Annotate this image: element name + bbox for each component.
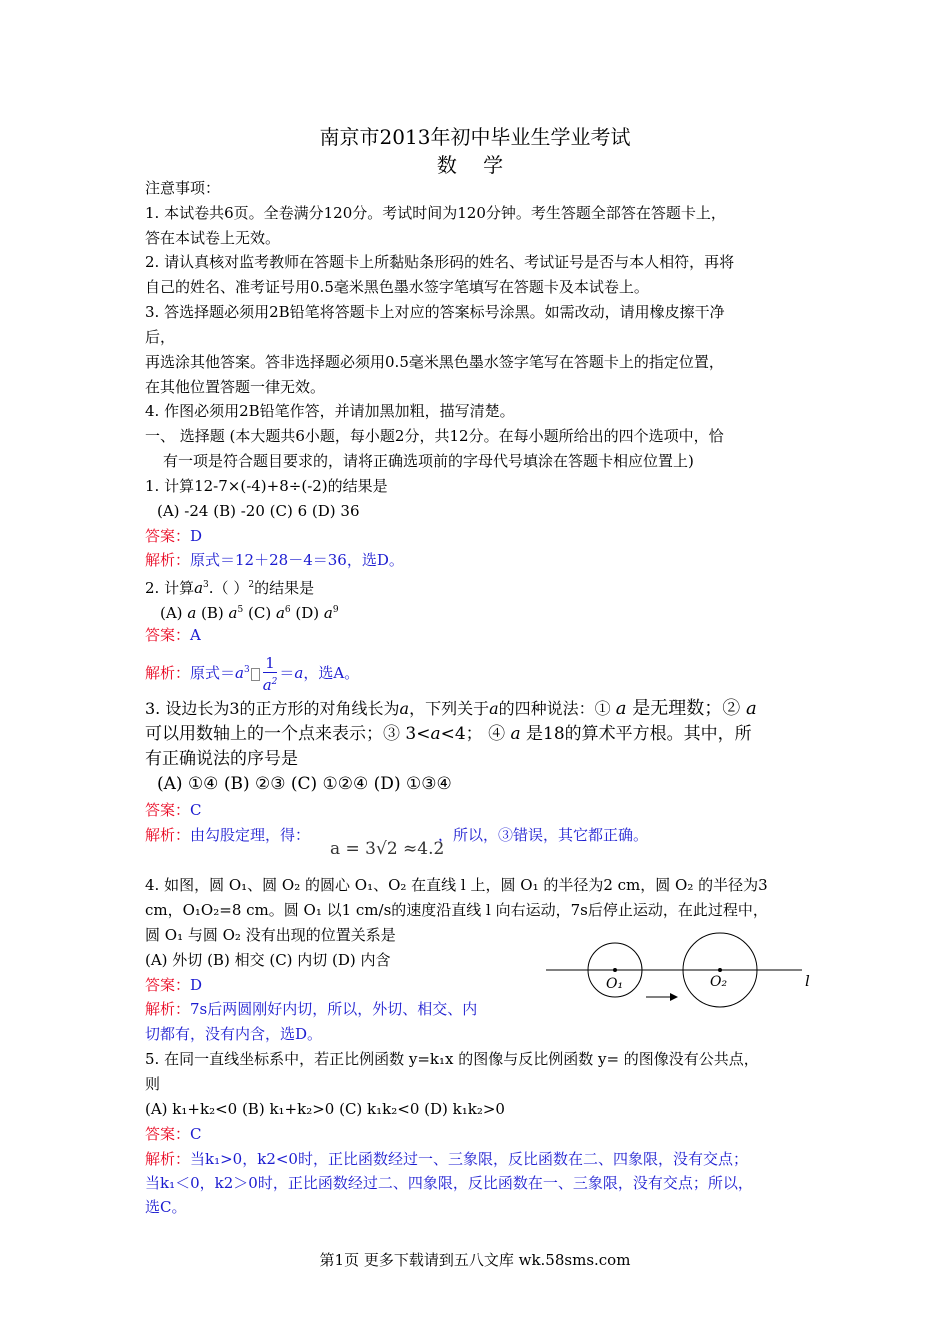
q5-analysis-c: 选C。 <box>145 1198 187 1216</box>
analysis-result: a <box>294 664 304 682</box>
q3-var: a <box>399 699 410 718</box>
exam-title: 南京市2013年初中毕业生学业考试 <box>319 125 631 149</box>
label-o1: O₁ <box>606 976 624 992</box>
q1-stem: 1. 计算12-7×(-4)+8÷(-2)的结果是 <box>145 477 388 495</box>
q3-stem-a: 3. 设边长为3的正方形的对角线长为 <box>145 699 400 718</box>
analysis-label: 解析： <box>145 664 191 682</box>
q2-exp: 3 <box>203 580 209 590</box>
q3-answer <box>145 800 202 820</box>
q5-analysis-b: 当k₁＜0，k2＞0时，正比函数经过二、四象限，反比函数在一、三象限，没有交点；所以， <box>145 1174 753 1192</box>
q5-stem-1: 5. 在同一直线坐标系中，若正比例函数 y=k₁x 的图像与反比例函数 y= 的图像没有公共点， <box>145 1050 759 1068</box>
notice-2b: 自己的姓名、准考证号用0.5毫米黑色墨水签字笔填写在答题卡及本试卷上。 <box>145 278 649 296</box>
q5-options: (A) k₁+k₂<0 (B) k₁+k₂>0 (C) k₁k₂<0 (D) k₁k₂>0 <box>145 1100 505 1118</box>
q2-analysis <box>145 648 359 692</box>
circles-figure <box>540 930 830 1010</box>
q2-stem-mid: .（ ） <box>208 579 249 597</box>
q2-opt-a: (A) <box>160 604 188 622</box>
analysis-pre: 原式＝ <box>190 664 236 682</box>
analysis-text: 7s后两圆刚好内切，所以，外切、相交、内 <box>190 1000 478 1018</box>
answer-label: 答案： <box>145 626 191 644</box>
analysis-text: 原式＝12＋28－4＝36，选D。 <box>190 551 404 569</box>
q2-opt-d-exp: 9 <box>332 605 339 615</box>
q2-options <box>160 600 339 623</box>
answer-label: 答案： <box>145 976 191 994</box>
analysis-exp: 3 <box>243 665 250 675</box>
q2-opt-b-exp: 5 <box>237 605 244 615</box>
q2-opt-b: (B) <box>196 604 229 622</box>
analysis-var: a <box>235 664 244 682</box>
exam-subject: 数 学 <box>436 153 514 177</box>
fraction-den-var: a <box>262 676 272 694</box>
q1-options: (A) -24 (B) -20 (C) 6 (D) 36 <box>157 502 360 520</box>
q3-var: a <box>430 724 441 744</box>
q4-analysis-a <box>145 999 477 1019</box>
q2-stem-pre: 2. 计算 <box>145 579 195 597</box>
notice-1a: 1. 本试卷共6页。全卷满分120分。考试时间为120分钟。考生答题全部答在答题卡上， <box>145 204 726 222</box>
answer-label: 答案： <box>145 527 191 545</box>
q3-stem-b: ，下列关于 <box>409 699 490 718</box>
notice-3d: 在其他位置答题一律无效。 <box>145 378 326 396</box>
q3-formula: a = 3√2 ≈4.2 <box>330 839 445 859</box>
q3-line2-b: <4； ④ <box>440 724 511 744</box>
q2-stem-post: 的结果是 <box>254 579 315 597</box>
q2-opt-a-var: a <box>187 604 197 622</box>
q2-opt-c-exp: 6 <box>284 605 291 615</box>
q3-options: (A) ①④ (B) ②③ (C) ①②④ (D) ①③④ <box>157 774 452 794</box>
q4-stem-3: 圆 O₁ 与圆 O₂ 没有出现的位置关系是 <box>145 926 396 944</box>
q2-opt-c: (C) <box>243 604 276 622</box>
q5-analysis-a <box>145 1149 748 1169</box>
q4-stem-2: cm，O₁O₂=8 cm。圆 O₁ 以1 cm/s的速度沿直线 l 向右运动，7s后停止运动，在此过程中， <box>145 901 768 919</box>
q3-stem-c: 的四种说法：① <box>498 699 616 718</box>
analysis-post: ，选A。 <box>303 664 360 682</box>
q3-stem-2 <box>145 723 752 745</box>
q2-stem <box>145 575 314 598</box>
q2-opt-d: (D) <box>290 604 324 622</box>
q3-line2-a: 可以用数轴上的一个点来表示；③ 3< <box>145 724 431 744</box>
label-o2: O₂ <box>710 974 728 990</box>
fraction-den-exp: 2 <box>271 677 278 687</box>
answer-value: C <box>190 1125 202 1143</box>
q5-answer <box>145 1124 202 1144</box>
analysis-label: 解析： <box>145 551 191 569</box>
q4-answer <box>145 975 202 995</box>
q2-opt-b-var: a <box>228 604 238 622</box>
center-o1 <box>613 968 617 972</box>
q2-opt-d-var: a <box>323 604 333 622</box>
notice-3b: 后， <box>145 328 176 346</box>
q3-var: a <box>615 698 627 719</box>
analysis-label: 解析： <box>145 826 191 844</box>
section-title-a: 一、 选择题 (本大题共6小题，每小题2分，共12分。在每小题所给出的四个选项中，恰 <box>145 427 724 445</box>
notice-3a: 3. 答选择题必须用2B铅笔将答题卡上对应的答案标号涂黑。如需改动，请用橡皮擦干净 <box>145 303 725 321</box>
analysis-label: 解析： <box>145 1150 191 1168</box>
fraction-denominator <box>263 673 278 694</box>
analysis-label: 解析： <box>145 1000 191 1018</box>
answer-value: A <box>190 626 201 644</box>
placeholder-box-icon <box>251 668 260 681</box>
page-footer: 第1页 更多下载请到五八文库 wk.58sms.com <box>319 1251 631 1269</box>
analysis-text: 当k₁>0，k2<0时，正比函数经过一、三象限，反比函数在二、四象限，没有交点； <box>190 1150 748 1168</box>
q3-stem-3: 有正确说法的序号是 <box>145 749 298 769</box>
q3-stem-d: 是无理数；② <box>626 698 746 719</box>
q4-analysis-b: 切都有，没有内含，选D。 <box>145 1025 323 1043</box>
q2-opt-c-var: a <box>275 604 285 622</box>
answer-value: D <box>190 976 203 994</box>
notice-3c: 再选涂其他答案。答非选择题必须用0.5毫米黑色墨水签字笔写在答题卡上的指定位置， <box>145 353 724 371</box>
section-title-b: 有一项是符合题目要求的，请将正确选项前的字母代号填涂在答题卡相应位置上) <box>163 452 694 470</box>
answer-value: C <box>190 801 202 819</box>
q4-stem-1: 4. 如图，圆 O₁、圆 O₂ 的圆心 O₁、O₂ 在直线 l 上，圆 O₁ 的半径为2 cm，圆 O₂ 的半径为3 <box>145 876 768 894</box>
q3-var: a <box>510 724 521 744</box>
fraction-numerator: 1 <box>263 654 278 673</box>
q2-answer <box>145 625 201 645</box>
analysis-fraction <box>263 654 278 694</box>
label-l: l <box>805 972 810 990</box>
q3-var: a <box>745 698 757 719</box>
arrow-head-icon <box>670 993 678 1001</box>
center-o2 <box>718 968 722 972</box>
analysis-eq: ＝ <box>279 664 295 682</box>
q2-exp2: 2 <box>248 580 255 590</box>
q1-answer <box>145 526 202 546</box>
notice-4: 4. 作图必须用2B铅笔作答，并请加黑加粗，描写清楚。 <box>145 402 515 420</box>
analysis-pre: 由勾股定理，得： <box>190 826 311 844</box>
q1-analysis <box>145 550 404 570</box>
notice-heading: 注意事项： <box>145 179 221 197</box>
answer-label: 答案： <box>145 801 191 819</box>
q4-options: (A) 外切 (B) 相交 (C) 内切 (D) 内含 <box>145 951 391 969</box>
q3-stem-1 <box>145 699 757 719</box>
analysis-post: ，所以，③错误，其它都正确。 <box>438 826 649 844</box>
q3-var: a <box>489 699 499 718</box>
q3-line2-c: 是18的算术平方根。其中，所 <box>520 724 752 744</box>
q5-stem-2: 则 <box>145 1075 161 1093</box>
notice-2a: 2. 请认真核对监考教师在答题卡上所黏贴条形码的姓名、考试证号是否与本人相符，再将 <box>145 253 735 271</box>
notice-1b: 答在本试卷上无效。 <box>145 229 281 247</box>
answer-label: 答案： <box>145 1125 191 1143</box>
q2-var: a <box>194 579 204 597</box>
answer-value: D <box>190 527 203 545</box>
